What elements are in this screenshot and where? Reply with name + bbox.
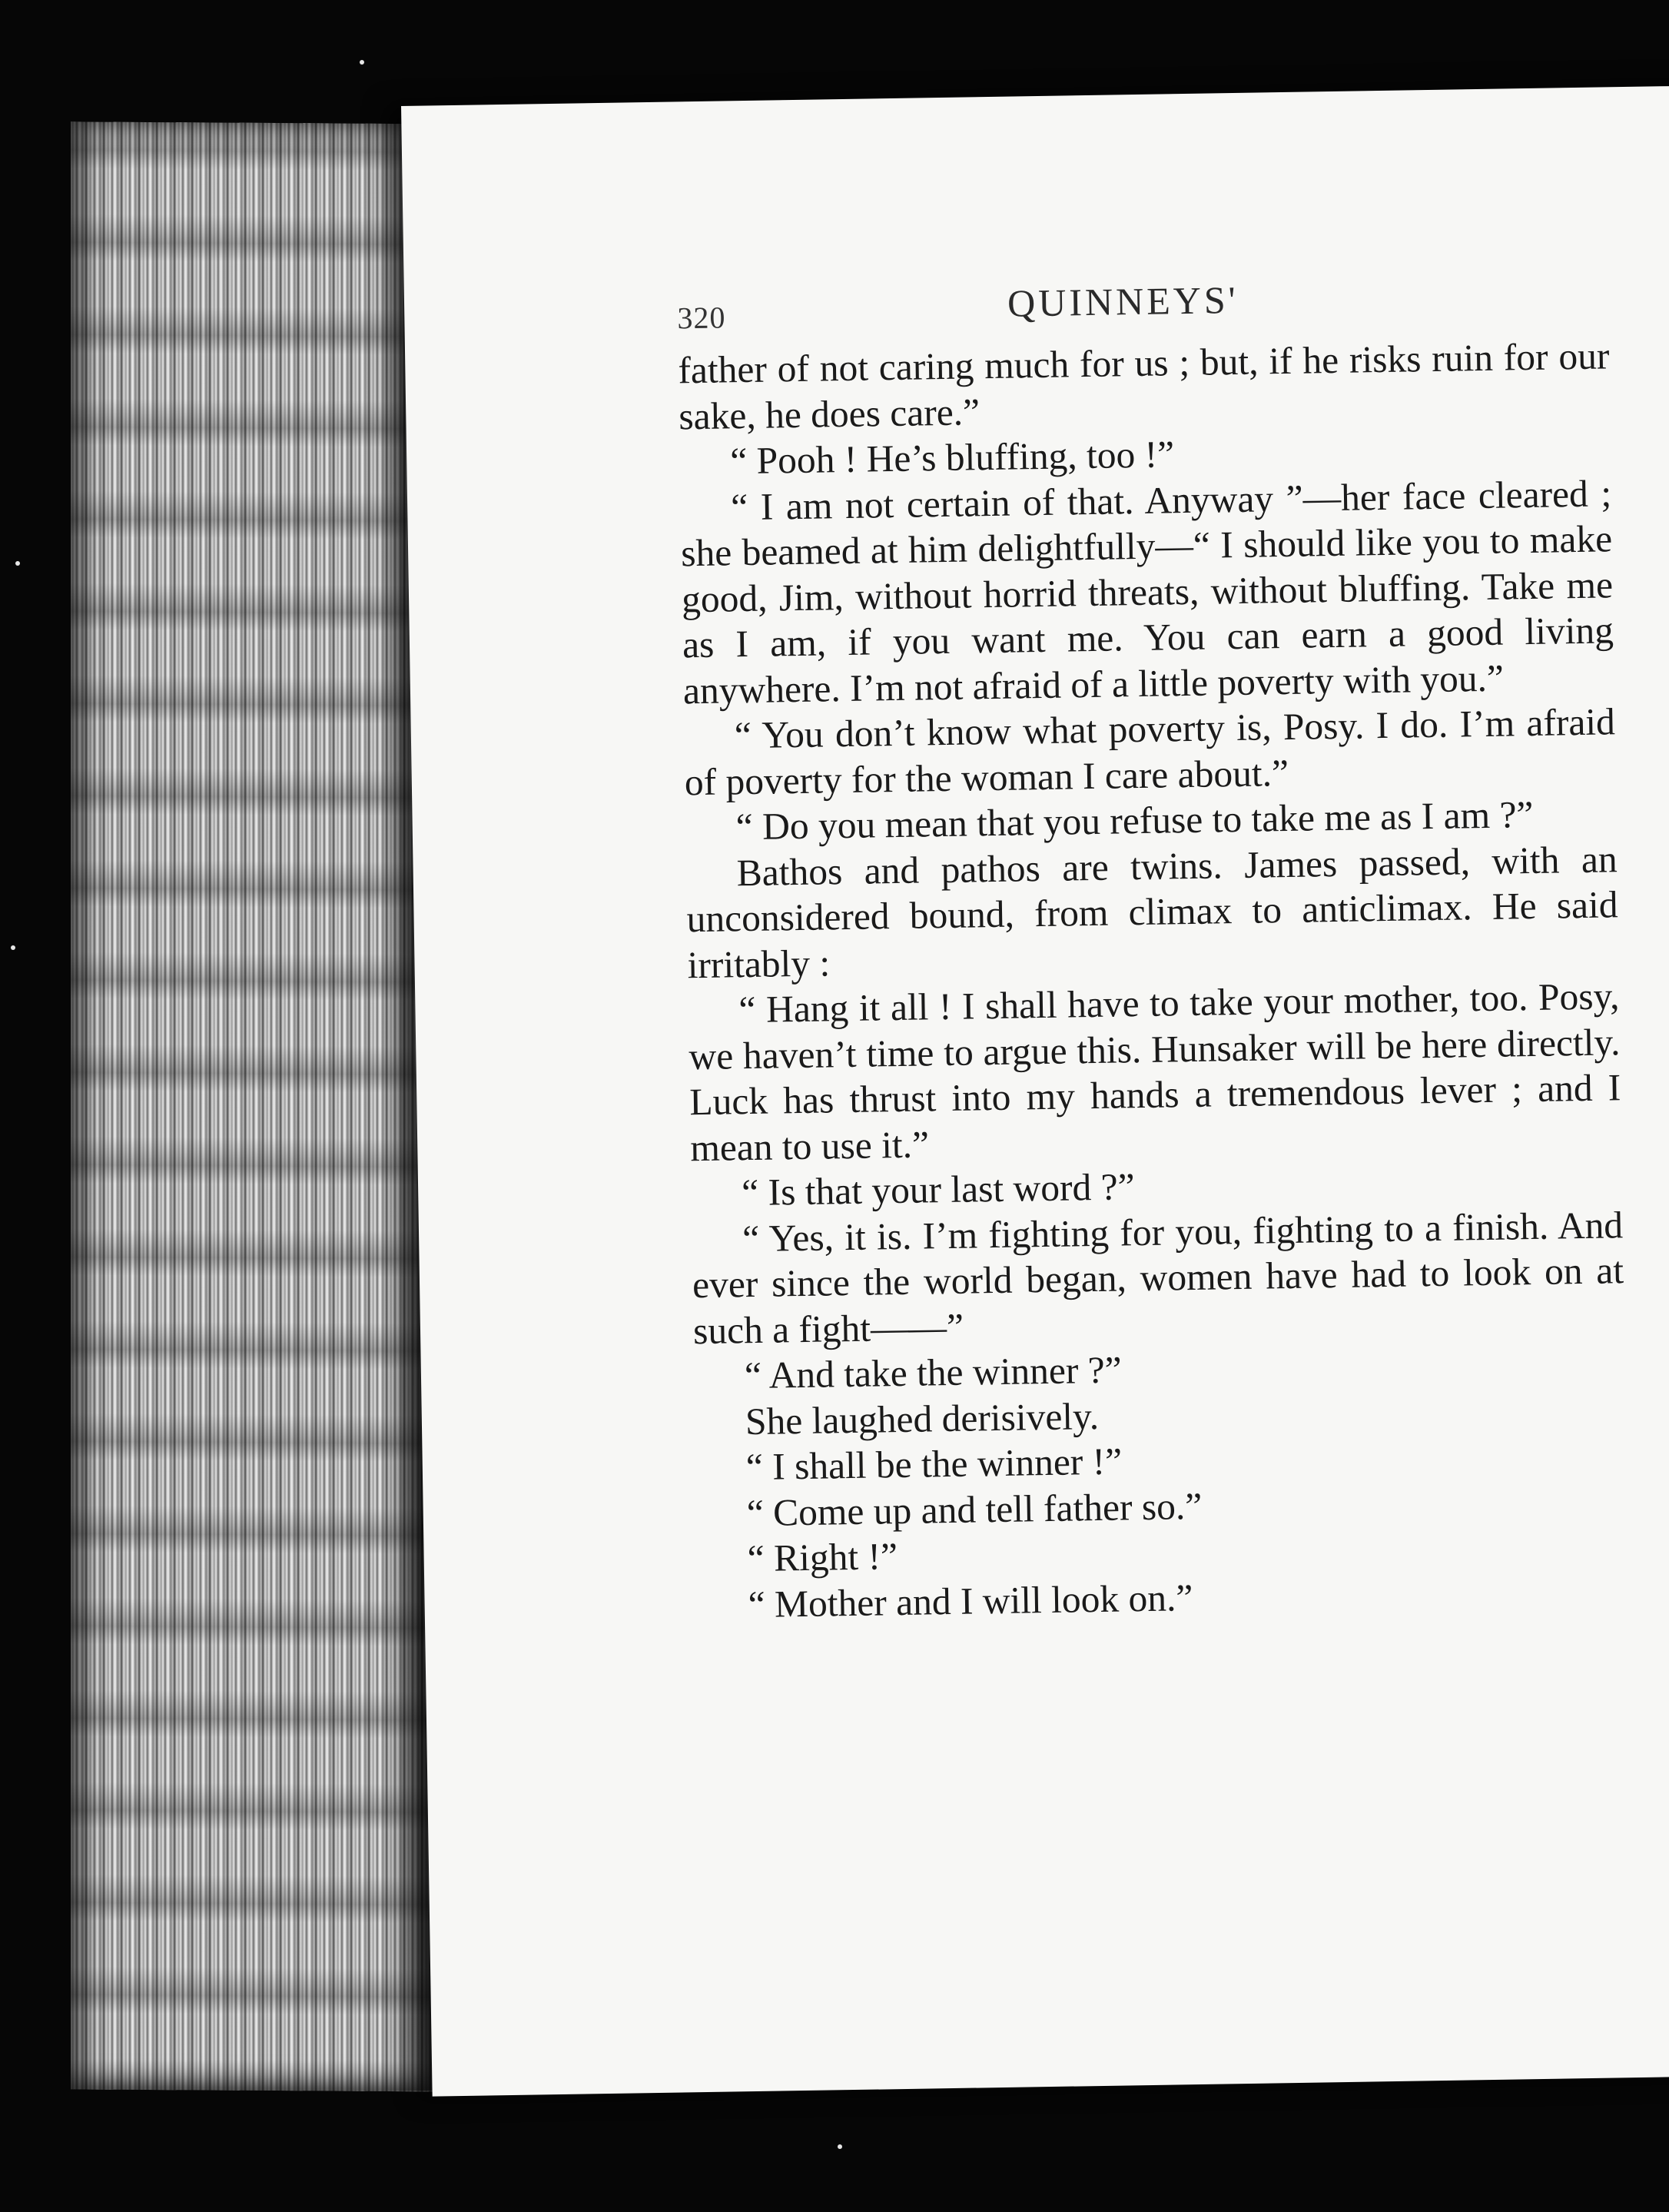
paragraph: “ Right !” (747, 1535, 898, 1580)
paragraph: “ Yes, it is. I’m fighting for you, fighting to a finish. And ever since the world began, women have had to look on at such a fight——” (692, 1203, 1624, 1352)
paragraph: “ Mother and I will look on.” (748, 1576, 1193, 1626)
dust-speck (838, 2144, 842, 2149)
paragraph: Bathos and pathos are twins. James passed, with an unconsidered bound, from climax to anticlimax. He said irritably : (686, 837, 1618, 986)
running-head (677, 271, 1609, 340)
paragraph: “ I am not certain of that. Anyway ”—her face cleared ; she beamed at him delightfully—“ I should like you to make good, Jim, without horrid threats, without bluffing. Take me as I am, if you want me. You can earn a good living anywhere. I’m not afraid of a little poverty with you.” (680, 471, 1614, 712)
paragraph: “ You don’t know what poverty is, Posy. I do. I’m afraid of poverty for the woman I care about.” (684, 700, 1616, 803)
paragraph: “ Come up and tell father so.” (746, 1484, 1203, 1534)
dust-speck (15, 561, 20, 566)
running-title: QUINNEYS' (1007, 277, 1239, 325)
paragraph: “ Hang it all ! I shall have to take your mother, too. Posy, we haven’t time to argue this. Hunsaker will be here directly. Luck has thrust into my hands a tremendous lever ; and I mean to use it.” (689, 975, 1621, 1169)
paragraph: father of not caring much for us ; but, if he risks ruin for our sake, he does care.” (678, 334, 1610, 437)
paragraph: “ Is that your last word ?” (741, 1165, 1135, 1214)
dust-speck (360, 60, 364, 65)
paragraph: She laughed derisively. (745, 1394, 1100, 1443)
dust-speck (11, 945, 15, 950)
paragraph: “ And take the winner ?” (744, 1348, 1123, 1397)
paragraph: “ I shall be the winner !” (745, 1440, 1123, 1489)
book-page (401, 85, 1669, 2096)
paragraph: “ Pooh ! He’s bluffing, too !” (729, 433, 1175, 483)
body-text (678, 333, 1629, 1628)
paragraph: “ Do you mean that you refuse to take me as I am ?” (735, 792, 1534, 849)
page-content (677, 271, 1629, 1628)
page-number: 320 (677, 300, 726, 336)
